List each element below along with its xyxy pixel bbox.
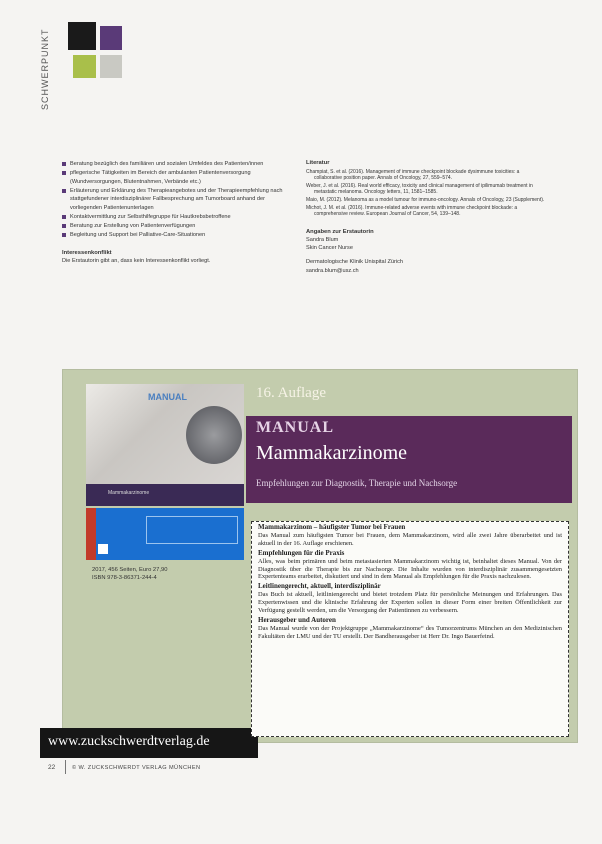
desc-heading: Empfehlungen für die Praxis <box>258 548 345 557</box>
list-item: pflegerische Tätigkeiten im Bereich der ambulanten Patientenversorgung (Wundversorgungen, Blutentnahmen, Verbände etc.) <box>62 169 294 186</box>
bullet-icon <box>62 215 66 219</box>
bullet-icon <box>62 171 66 175</box>
color-square-black <box>68 22 96 50</box>
ad-title: Mammakarzinome <box>256 442 408 464</box>
list-item: Beratung bezüglich des familiären und sozialen Umfeldes des Patienten/innen <box>62 160 294 169</box>
section-label: SCHWERPUNKT <box>40 28 50 110</box>
desc-heading: Mammakarzinom – häufigster Tumor bei Frauen <box>258 523 406 531</box>
footer-publisher: © W. ZUCKSCHWERDT VERLAG MÜNCHEN <box>72 765 201 771</box>
page-number: 22 <box>48 764 56 771</box>
reference-item: Michot, J. M. et al. (2016). Immune-related adverse events with immune checkpoint blockade: a comprehensive review. European Journal of Cancer, 54, 139–148. <box>306 204 518 218</box>
list-item: Erläuterung und Erklärung des Therapieangebotes und der Therapieempfehlung nach stattgefundener interdisziplinärer Fallbesprechung am Tumorboard anhand der vorliegenden Patientenunterlagen <box>62 187 294 213</box>
edition-label: 16. Auflage <box>256 385 326 401</box>
book-cover-title: MANUAL <box>148 392 187 402</box>
color-square-purple <box>100 26 122 50</box>
conflict-of-interest-heading: Interessenkonflikt <box>62 249 112 256</box>
list-item: Beratung zur Erstellung von Patientenverfügungen <box>62 222 294 231</box>
list-item: Kontaktvermittlung zur Selbsthilfegruppe für Hautkrebsbetroffene <box>62 213 294 222</box>
desc-heading: Leitlinengerecht, aktuell, interdisziplinär <box>258 582 381 591</box>
footer-divider <box>65 760 66 774</box>
author-name: Sandra Blum <box>306 236 339 243</box>
list-item: Begleitung und Support bei Palliative-Care-Situationen <box>62 231 294 240</box>
reference-item: Maio, M. (2012). Melanoma as a model tumour for immuno-oncology. Annals of Oncology, 23 (Supplement). <box>306 196 545 203</box>
desc-text: Alles, was beim primären und beim metastasierten Mammakarzinom wichtig ist, beinhaltet dieses Manual. Von der Diagnostik über die Therapie bis zur Nachsorge. Die Inhalte wurden von interdisziplinär zusammengesetzten Expertenteams erarbeitet, diskutiert und sind in dem Manual als Empfehlungen für die Praxis nachzulesen. <box>258 557 562 581</box>
author-role: Skin Cancer Nurse <box>306 245 353 252</box>
publisher-url-banner[interactable] <box>40 728 258 758</box>
pages-price: 2017, 456 Seiten, Euro 27,90 <box>92 567 168 573</box>
reference-list <box>306 169 546 218</box>
color-square-grey <box>100 55 122 78</box>
author-institution: Dermatologische Klinik Unispital Zürich <box>306 259 403 266</box>
isbn: ISBN 978-3-86371-244-4 <box>92 575 157 581</box>
book-cover-subtitle: Mammakarzinome <box>108 490 150 496</box>
literature-heading: Literatur <box>306 160 330 166</box>
ad-subtitle: Empfehlungen zur Diagnostik, Therapie und Nachsorge <box>256 478 458 488</box>
bullet-icon <box>62 162 66 166</box>
bullet-icon <box>62 224 66 228</box>
author-block <box>306 228 546 275</box>
desc-heading: Herausgeber und Autoren <box>258 615 336 624</box>
left-column <box>62 160 294 266</box>
bullet-icon <box>62 233 66 237</box>
bullet-list <box>62 160 294 240</box>
title-band <box>246 416 572 503</box>
conflict-of-interest-text: Die Erstautorin gibt an, dass kein Interessenkonflikt vorliegt. <box>62 258 211 265</box>
book-cover-image <box>86 384 244 506</box>
right-column <box>306 160 546 275</box>
bullet-icon <box>62 189 66 193</box>
reference-item: Champiat, S. et al. (2016). Management of immune checkpoint blockade dysimmune toxicities: a collaborative position paper. Annals of Oncology, 27, 559–574. <box>306 168 520 182</box>
publication-info <box>92 566 167 582</box>
book-description <box>251 521 569 737</box>
desc-text: Das Manual wurde von der Projektgruppe „Mammakarzinome“ des Tumorzentrums München an den Medizinischen Fakultäten der LMU und der TU erstellt. Der Bandherausgeber ist Herr Dr. Ingo Bauerfeind. <box>258 624 562 640</box>
publisher-logo-icon <box>98 544 108 554</box>
mammography-image <box>186 406 242 464</box>
book-back-image <box>86 508 244 560</box>
desc-text: Das Manual zum häufigsten Tumor bei Frauen, dem Mammakarzinom, wird alle zwei Jahre überarbeitet und ist aktuell in der 16. Auflage erschienen. <box>258 531 562 547</box>
desc-text: Das Buch ist aktuell, leitliniengerecht und bietet trotzdem Platz für persönliche Meinungen und Erfahrungen. Das Expertenwissen und die klinische Erfahrung der Experten sollen in dieser Form einer breiten Öffentlichkeit zur Verfügung gestellt werden, um die Versorgung der Patientinnen zu verbessern. <box>258 591 562 615</box>
reference-item: Weber, J. et al. (2016). Real world efficacy, toxicity and clinical management of ipilimumab treatment in metastatic melanoma. Oncology letters, 11, 1581–1585. <box>306 182 533 196</box>
color-square-green <box>73 55 96 78</box>
author-email[interactable]: sandra.blum@usz.ch <box>306 267 359 274</box>
author-heading: Angaben zur Erstautorin <box>306 228 374 235</box>
publisher-url[interactable]: www.zuckschwerdtverlag.de <box>48 734 210 749</box>
manual-label: MANUAL <box>256 419 334 436</box>
